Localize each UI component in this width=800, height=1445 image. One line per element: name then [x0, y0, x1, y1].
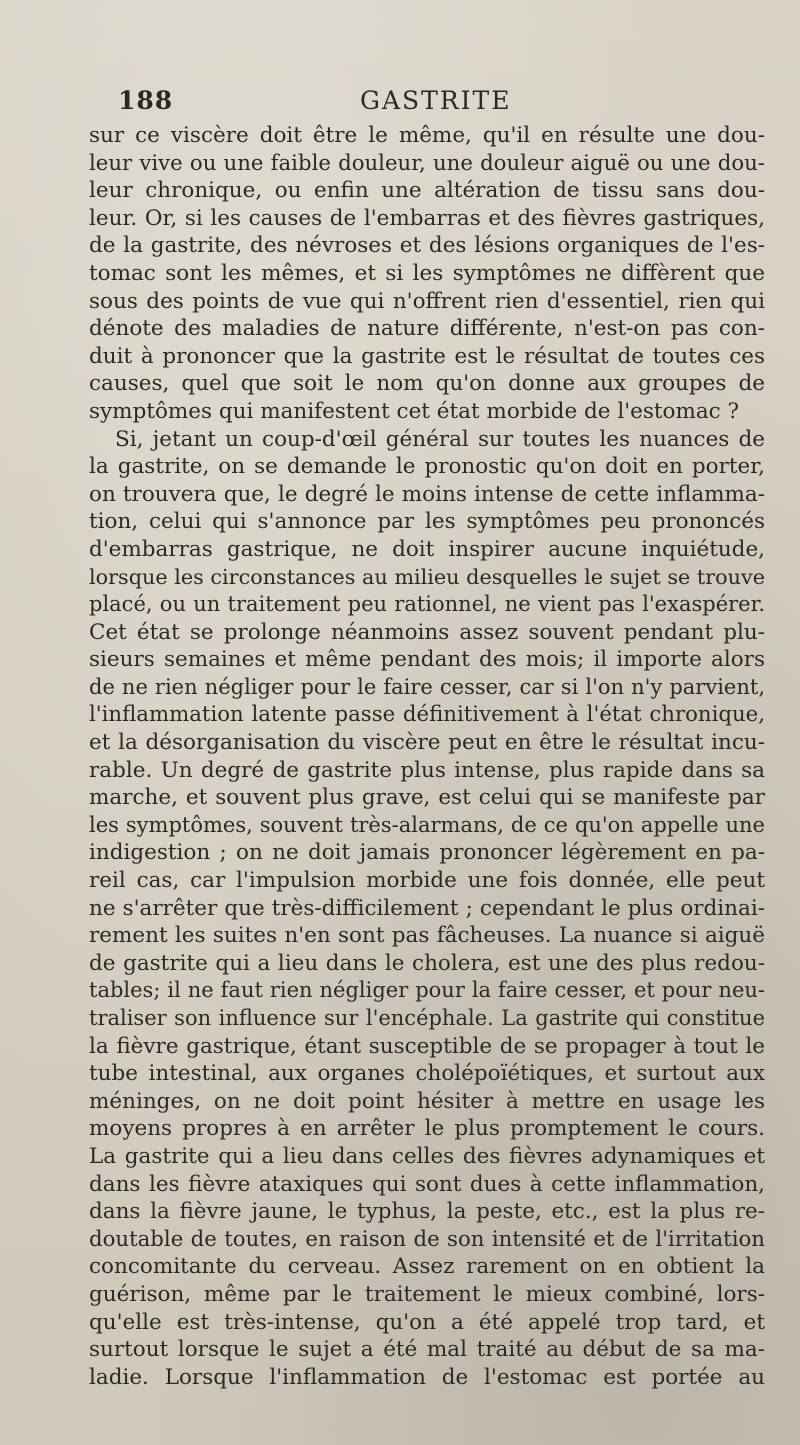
text-line: placé, ou un traitement peu rationnel, ne vient pas l'exaspérer. — [89, 592, 765, 617]
text-line: symptômes qui manifestent cet état morbide de l'estomac ? — [89, 398, 740, 424]
page-number: 188 — [118, 86, 174, 115]
text-line: la gastrite, on se demande le pronostic qu'on doit en porter, — [89, 454, 765, 480]
text-line: d'embarras gastrique, ne doit inspirer aucune inquiétude, — [89, 536, 765, 562]
text-line: guérison, même par le traitement le mieux combiné, lors- — [89, 1281, 765, 1307]
text-line: dans les fièvre ataxiques qui sont dues à cette inflammation, — [89, 1171, 765, 1197]
text-line: leur vive ou une faible douleur, une douleur aiguë ou une dou- — [89, 150, 765, 176]
text-line: tables; il ne faut rien négliger pour la faire cesser, et pour neu- — [89, 978, 765, 1003]
text-line: La gastrite qui a lieu dans celles des fièvres adynamiques et — [89, 1143, 765, 1169]
text-line: leur chronique, ou enfin une altération de tissu sans dou- — [89, 178, 765, 204]
text-line: et la désorganisation du viscère peut en être le résultat incu- — [89, 730, 765, 756]
text-line: tion, celui qui s'annonce par les symptômes peu prononcés — [89, 509, 765, 535]
running-title: GASTRITE — [360, 86, 512, 115]
text-line: duit à prononcer que la gastrite est le résultat de toutes ces — [89, 343, 765, 369]
text-line: Si, jetant un coup-d'œil général sur toutes les nuances de — [115, 426, 765, 452]
text-line: causes, quel que soit le nom qu'on donne aux groupes de — [89, 371, 765, 397]
text-line: dénote des maladies de nature différente, n'est-on pas con- — [89, 316, 765, 342]
text-line: tube intestinal, aux organes cholépoïétiques, et surtout aux — [89, 1061, 765, 1087]
text-line: dans la fièvre jaune, le typhus, la peste, etc., est la plus re- — [89, 1199, 765, 1225]
text-line: doutable de toutes, en raison de son intensité et de l'irritation — [89, 1226, 765, 1252]
text-line: de ne rien négliger pour le faire cesser, car si l'on n'y parvient, — [89, 674, 765, 699]
text-line: de gastrite qui a lieu dans le cholera, est une des plus redou- — [89, 950, 765, 976]
text-line: lorsque les circonstances au milieu desquelles le sujet se trouve — [89, 564, 765, 589]
body-text — [89, 122, 765, 1391]
text-line: traliser son influence sur l'encéphale. La gastrite qui constitue — [89, 1006, 765, 1030]
text-line: ne s'arrêter que très-difficilement ; cependant le plus ordinai- — [89, 895, 765, 921]
text-line: sieurs semaines et même pendant des mois; il importe alors — [89, 647, 765, 673]
text-line: qu'elle est très-intense, qu'on a été appelé trop tard, et — [89, 1309, 765, 1335]
text-line: sous des points de vue qui n'offrent rien d'essentiel, rien qui — [89, 288, 765, 314]
text-line: l'inflammation latente passe définitivement à l'état chronique, — [89, 702, 765, 728]
text-line: la fièvre gastrique, étant susceptible de se propager à tout le — [89, 1033, 765, 1059]
text-line: de la gastrite, des névroses et des lésions organiques de l'es- — [89, 233, 765, 259]
text-line: sur ce viscère doit être le même, qu'il en résulte une dou- — [89, 123, 765, 148]
text-line: rable. Un degré de gastrite plus intense, plus rapide dans sa — [89, 757, 765, 783]
text-line: on trouvera que, le degré le moins intense de cette inflamma- — [89, 481, 765, 507]
text-line: Cet état se prolonge néanmoins assez souvent pendant plu- — [89, 619, 765, 645]
text-line: moyens propres à en arrêter le plus promptement le cours. — [89, 1116, 765, 1142]
text-line: leur. Or, si les causes de l'embarras et des fièvres gastriques, — [89, 205, 765, 231]
text-line: méninges, on ne doit point hésiter à mettre en usage les — [89, 1088, 765, 1114]
text-line: tomac sont les mêmes, et si les symptômes ne diffèrent que — [89, 260, 765, 286]
text-line: ladie. Lorsque l'inflammation de l'estomac est portée au — [89, 1364, 765, 1390]
text-line: surtout lorsque le sujet a été mal traité au début de sa ma- — [89, 1337, 765, 1363]
text-line: marche, et souvent plus grave, est celui qui se manifeste par — [89, 785, 765, 811]
text-line: concomitante du cerveau. Assez rarement on en obtient la — [89, 1254, 765, 1280]
text-line: indigestion ; on ne doit jamais prononcer légèrement en pa- — [89, 840, 765, 866]
text-line: les symptômes, souvent très-alarmans, de ce qu'on appelle une — [89, 812, 765, 837]
text-line: reil cas, car l'impulsion morbide une fois donnée, elle peut — [89, 868, 765, 894]
page-header — [118, 86, 718, 120]
text-line: rement les suites n'en sont pas fâcheuses. La nuance si aiguë — [89, 923, 765, 949]
